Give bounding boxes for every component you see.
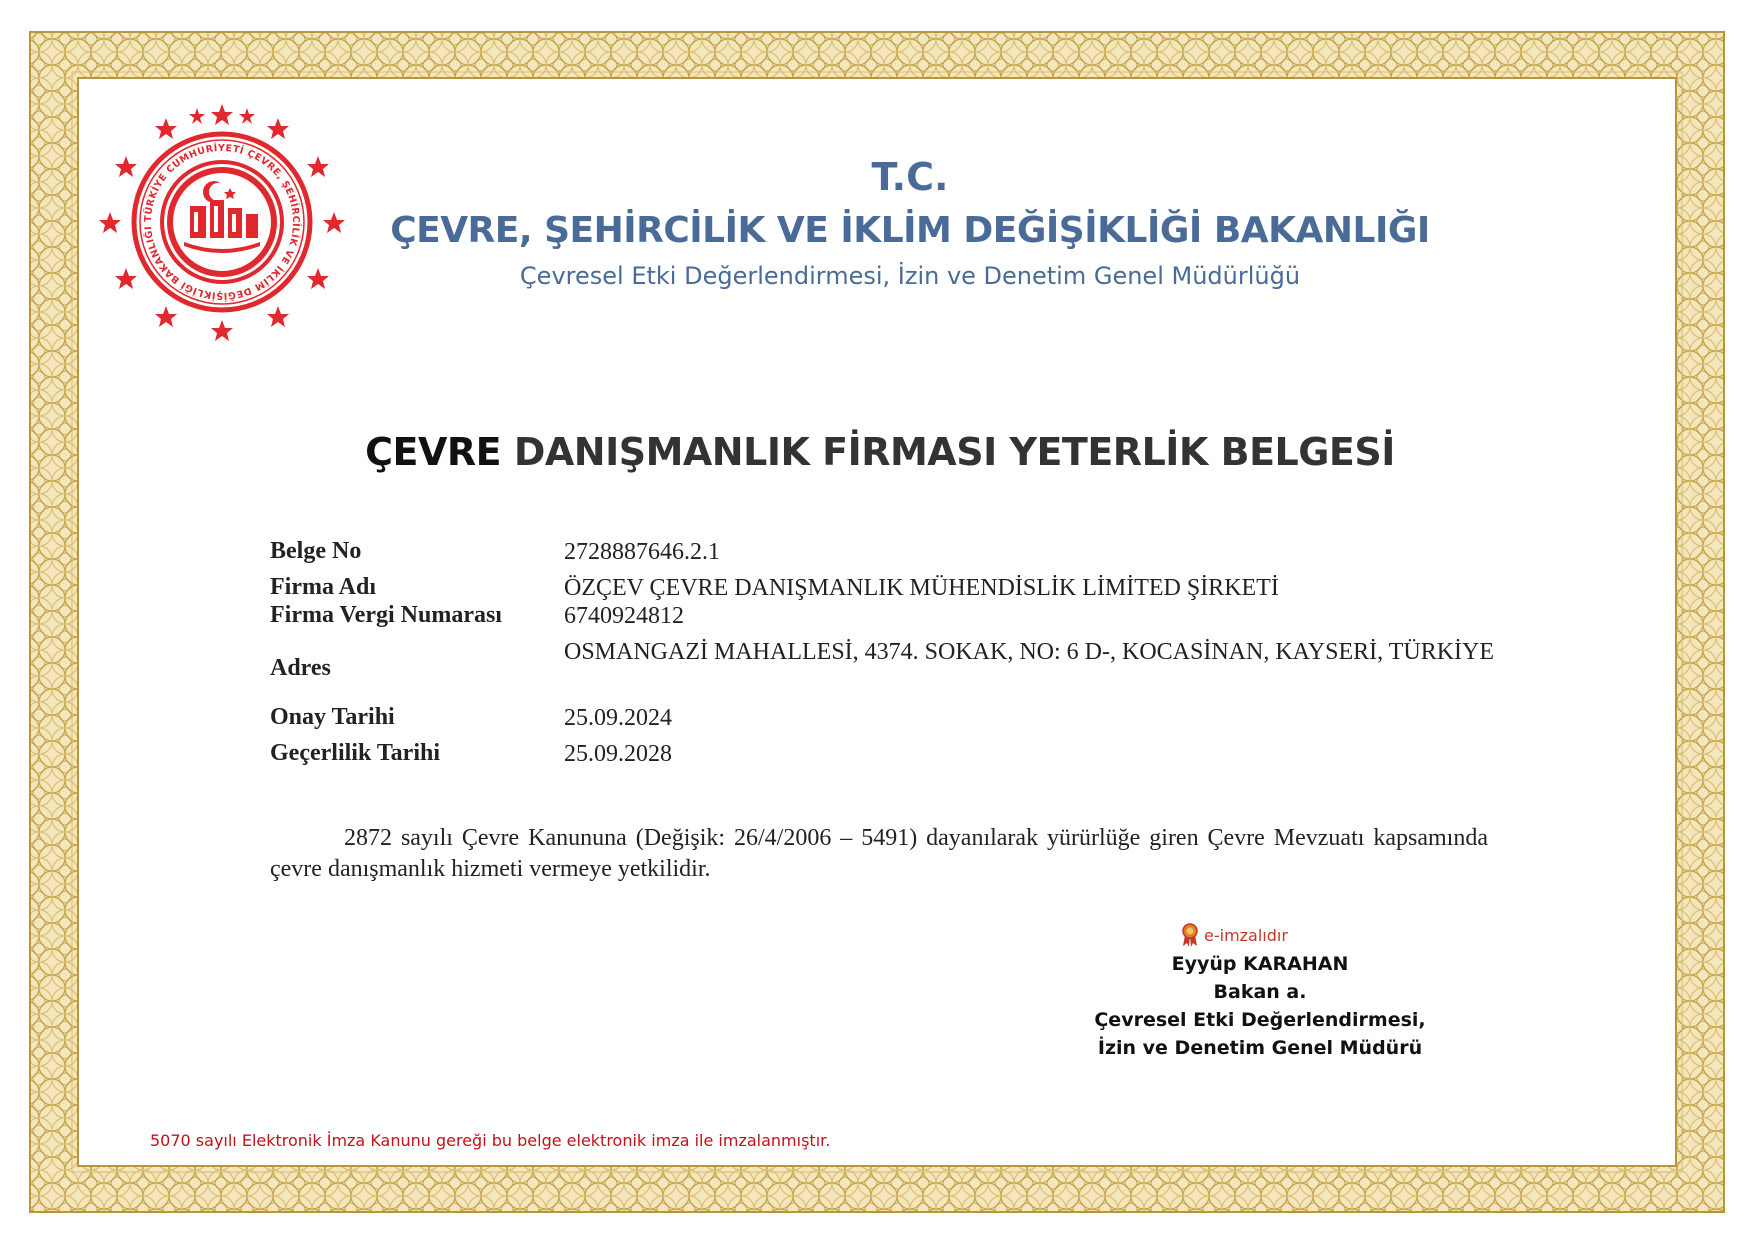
seal-ring-text: TÜRKİYE CUMHURİYETİ ÇEVRE, ŞEHİRCİLİK VE İKLİM DEĞİŞİKLİĞİ BAKANLIĞI [142, 142, 302, 302]
vergi-label: Firma Vergi Numarası [270, 602, 502, 628]
signer-block [1040, 950, 1480, 1062]
firma-adi-label: Firma Adı [270, 574, 376, 600]
ministry-seal-logo [92, 100, 352, 350]
certificate-title [230, 430, 1530, 474]
adres-value: OSMANGAZİ MAHALLESİ, 4374. SOKAK, NO: 6 D-, KOCASİNAN, KAYSERİ, TÜRKİYE [564, 639, 1495, 665]
signer-line-2: Bakan a. [1213, 981, 1307, 1003]
e-signature-label: e-imzalıdır [1204, 925, 1288, 945]
firma-adi-value: ÖZÇEV ÇEVRE DANIŞMANLIK MÜHENDİSLİK LİMİTED ŞİRKETİ [564, 575, 1279, 601]
ministry-name: ÇEVRE, ŞEHİRCİLİK VE İKLİM DEĞİŞİKLİĞİ BAKANLIĞI [390, 210, 1430, 251]
department-name: Çevresel Etki Değerlendirmesi, İzin ve Denetim Genel Müdürlüğü [519, 262, 1301, 290]
signer-name: Eyyüp KARAHAN [1171, 953, 1349, 975]
onay-label: Onay Tarihi [270, 704, 395, 730]
gecerlilik-label: Geçerlilik Tarihi [270, 740, 441, 766]
signer-line-3: Çevresel Etki Değerlendirmesi, [1094, 1009, 1426, 1031]
authorization-paragraph: 2872 sayılı Çevre Kanununa (Değişik: 26/4/2006 – 5491) dayanılarak yürürlüğe giren Çevre Mevzuatı kapsamında çevre danışmanlık hizmeti vermeye yetkilidir. [270, 825, 1488, 882]
e-signature-badge[interactable] [1182, 922, 1288, 948]
title-part-2: DANIŞMANLIK FİRMASI YETERLİK BELGESİ [501, 430, 1395, 474]
adres-label: Adres [270, 655, 331, 681]
gecerlilik-value: 25.09.2028 [564, 741, 672, 767]
footer-e-signature-note: 5070 sayılı Elektronik İmza Kanunu gereği bu belge elektronik imza ile imzalanmıştır. [150, 1131, 831, 1150]
vergi-value: 6740924812 [564, 603, 684, 629]
title-part-1: ÇEVRE [365, 430, 502, 474]
belge-no-label: Belge No [270, 538, 362, 564]
header-tc: T.C. [871, 155, 949, 199]
belge-no-value: 2728887646.2.1 [564, 539, 720, 565]
onay-value: 25.09.2024 [564, 705, 672, 731]
ribbon-icon [1182, 923, 1198, 947]
signer-line-4: İzin ve Denetim Genel Müdürü [1097, 1037, 1423, 1059]
